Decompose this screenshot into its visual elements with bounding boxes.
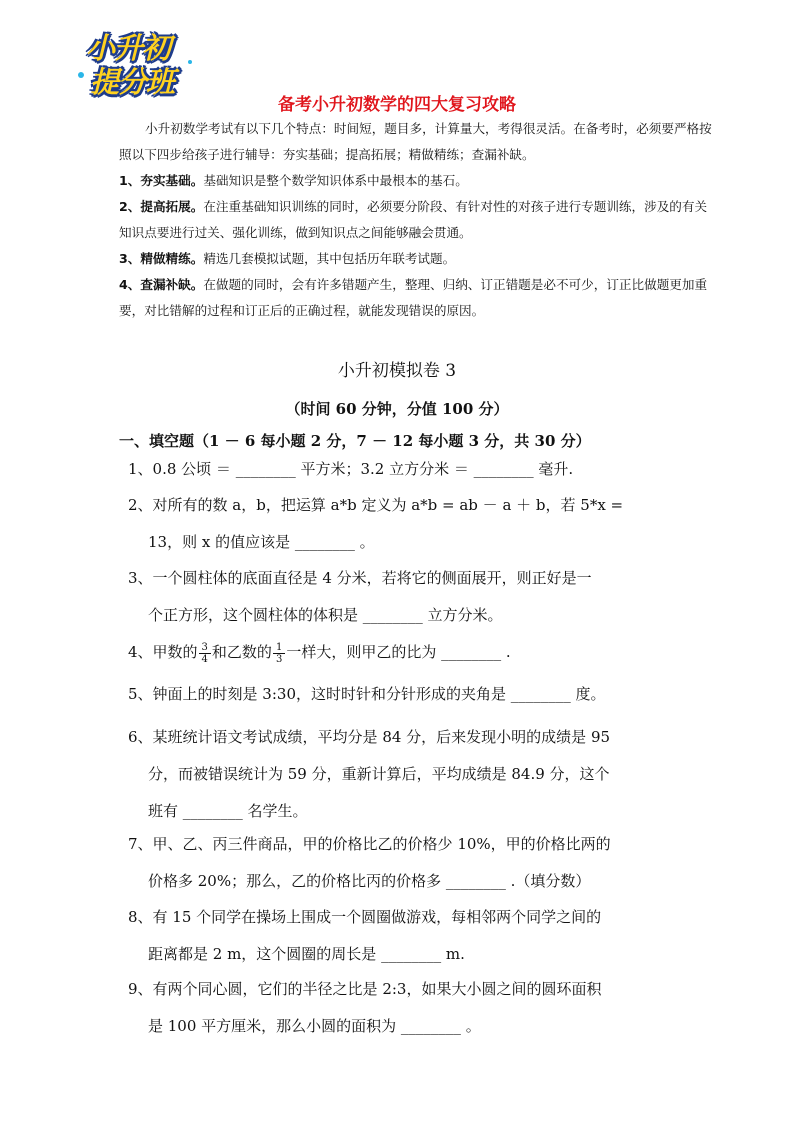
exam-subtitle: （时间 60 分钟，分值 100 分） <box>285 400 509 418</box>
question-4 <box>128 634 728 671</box>
strategy-item <box>119 168 719 194</box>
page-title: 备考小升初数学的四大复习攻略 <box>278 95 516 115</box>
fraction <box>199 642 211 665</box>
strategy-item-text: 在做题的同时，会有许多错题产生，整理、归纳、订正错题是必不可少，订正比做题更加重要，对比错解的过程和订正后的正确过程，就能发现错误的原因。 <box>119 277 708 318</box>
question-text: 2、对所有的数 a，b，把运算 a*b 定义为 a*b = ab － a ＋ b，若 5*x = <box>128 496 624 514</box>
strategy-item <box>119 194 719 246</box>
question-text-cont: 距离都是 2 m，这个圆圈的周长是 ________ m. <box>148 945 465 963</box>
question-text-cont: 价格多 20%；那么，乙的价格比丙的价格多 ________ .（填分数） <box>148 872 591 890</box>
fraction <box>273 642 285 665</box>
question-3 <box>128 560 728 634</box>
question-text: 9、有两个同心圆，它们的半径之比是 2:3，如果大小圆之间的圆环面积 <box>128 980 602 998</box>
exam-title: 小升初模拟卷 3 <box>337 361 457 381</box>
question-text: 5、钟面上的时刻是 3:30，这时时针和分针形成的夹角是 ________ 度。 <box>128 685 606 703</box>
question-text-cont: 个正方形，这个圆柱体的体积是 ________ 立方分米。 <box>148 606 503 624</box>
question-6 <box>128 719 728 830</box>
question-text: 一样大，则甲乙的比为 ________ . <box>286 643 511 661</box>
fraction-denominator: 3 <box>273 653 285 665</box>
question-text-cont: 班有 ________ 名学生。 <box>148 802 308 820</box>
part-heading: 一、填空题（1 － 6 每小题 2 分，7 － 12 每小题 3 分，共 30 分） <box>119 432 591 450</box>
question-text-cont: 13，则 x 的值应该是 ________ 。 <box>148 533 375 551</box>
strategy-intro: 小升初数学考试有以下几个特点：时间短，题目多，计算量大，考得很灵活。在备考时，必须要严格按照以下四步给孩子进行辅导：夯实基础；提高拓展；精做精练；查漏补缺。 <box>119 121 712 162</box>
fraction-numerator: 3 <box>201 641 208 653</box>
question-text: 3、一个圆柱体的底面直径是 4 分米，若将它的侧面展开，则正好是一 <box>128 569 592 587</box>
question-text-cont: 分，而被错误统计为 59 分，重新计算后，平均成绩是 84.9 分，这个 <box>148 765 610 783</box>
strategy-item <box>119 246 719 272</box>
question-1 <box>128 451 728 488</box>
question-5 <box>128 676 728 713</box>
strategy-section <box>119 116 719 324</box>
strategy-item-head: 4、查漏补缺。 <box>119 277 204 292</box>
question-text: 4、甲数的 <box>128 643 198 661</box>
question-9 <box>128 971 728 1045</box>
question-text-cont: 是 100 平方厘米，那么小圆的面积为 ________ 。 <box>148 1017 481 1035</box>
strategy-item-head: 2、提高拓展。 <box>119 199 204 214</box>
strategy-item <box>119 272 719 324</box>
question-2 <box>128 487 728 561</box>
fraction-denominator: 4 <box>199 653 211 665</box>
logo-spark-icon <box>188 60 192 64</box>
strategy-item-text: 精选几套模拟试题，其中包括历年联考试题。 <box>203 251 456 266</box>
question-text: 7、甲、乙、丙三件商品，甲的价格比乙的价格少 10%，甲的价格比两的 <box>128 835 611 853</box>
strategy-item-text: 在注重基础知识训练的同时，必须要分阶段、有针对性的对孩子进行专题训练，涉及的有关知识点要进行过关、强化训练，做到知识点之间能够融会贯通。 <box>119 199 708 240</box>
strategy-item-head: 1、夯实基础。 <box>119 173 204 188</box>
question-8 <box>128 899 728 973</box>
logo-spark-icon <box>78 72 84 78</box>
question-text: 8、有 15 个同学在操场上围成一个圆圈做游戏，每相邻两个同学之间的 <box>128 908 602 926</box>
fraction-numerator: 1 <box>275 641 283 653</box>
logo-line-1: 小升初 <box>86 31 171 65</box>
strategy-item-head: 3、精做精练。 <box>119 251 204 266</box>
logo-line-2: 提分班 <box>90 65 175 99</box>
strategy-item-text: 基础知识是整个数学知识体系中最根本的基石。 <box>203 173 468 188</box>
question-7 <box>128 826 728 900</box>
question-text: 6、某班统计语文考试成绩，平均分是 84 分，后来发现小明的成绩是 95 <box>128 728 611 746</box>
question-text: 1、0.8 公顷 ＝ ________ 平方米；3.2 立方分米 ＝ ________ 毫升. <box>128 460 574 478</box>
question-text: 和乙数的 <box>211 643 272 661</box>
